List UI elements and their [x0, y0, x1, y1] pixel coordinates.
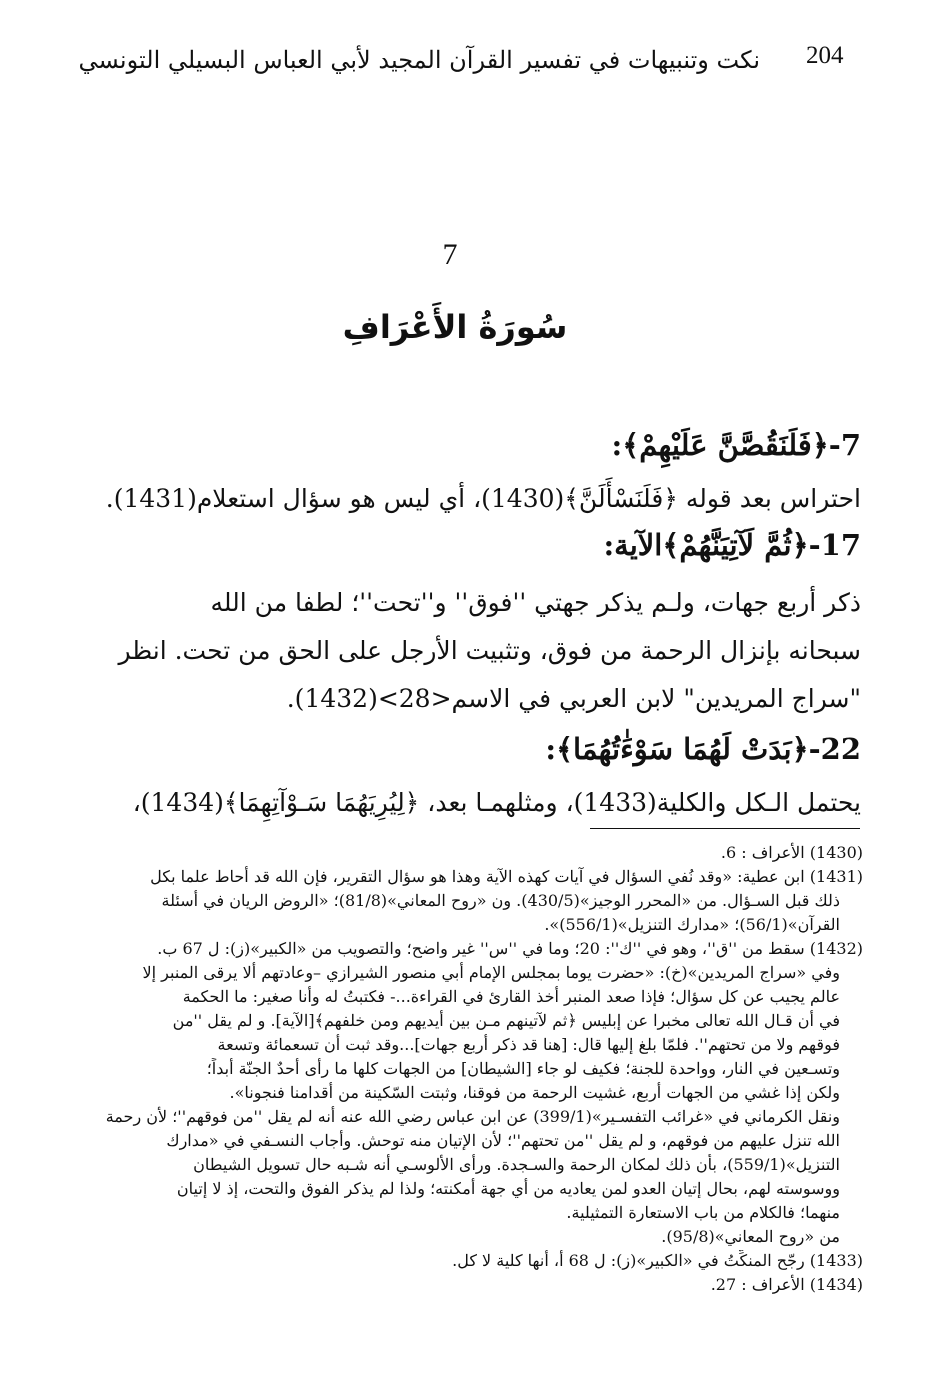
footnote-line: التنزيل»(559/1)، بأن ذلك لمكان الرحمة والسـجدة. ورأى الألوسـي أنه شـبه حال تسويل الشيطان	[193, 1155, 840, 1174]
footnote-line: عالم يجيب عن كل سؤال؛ فإذا صعد المنبر أخذ القارئ في القراءة...- فكتبتُ له وأنا صغير: ما الحكمة	[182, 987, 840, 1006]
verse-heading-17: 17-﴿ثُمَّ لَآتِيَنَّهُمْ﴾الآية:	[603, 528, 861, 562]
footnote-line: وتسـعين في النار، وواحدة للجنة؛ فكيف لو جاء [الشيطان] من الجهات كلها ما رأى أحدٌ الجنّة أبداً؛	[206, 1059, 840, 1078]
commentary-line: سبحانه بإنزال الرحمة من فوق، وتثبيت الأرجل على الحق من تحت. انظر	[118, 636, 861, 665]
footnote-line: الله تنزل عليهم من فوقهم، و لم يقل ''من تحتهم''؛ لأن الإتيان منه توحش. وأجاب النسـفي في «مدارك	[166, 1131, 840, 1150]
chapter-number: 7	[442, 238, 458, 271]
footnote-line: ونقل الكرماني في «غرائب التفسـير»(399/1) عن ابن عباس رضي الله عنه أنه لم يقل ''من فوقهم''؛ لأن رحمة	[105, 1107, 840, 1126]
page-number: 204	[806, 42, 844, 69]
running-header-title: نكت وتنبيهات في تفسير القرآن المجيد لأبي العباس البسيلي التونسي	[78, 46, 760, 74]
commentary-line: احتراس بعد قوله ﴿فَلَنَسْأَلَنَّ﴾(1430)، أي ليس هو سؤال استعلام(1431).	[105, 484, 861, 513]
footnote-divider	[590, 828, 860, 829]
footnote-line: وفي «سراج المريدين»(خ): «حضرت يوما بمجلس الإمام أبي منصور الشيرازي –وعادتهم ألا يرقى المنبر إلا	[142, 963, 840, 982]
footnote-line: ووسوسته لهم، بحال إتيان العدو لمن يعاديه من أي جهة أمكنته؛ ولذا لم يذكر الفوق والتحت، إذ لا إتيان	[176, 1179, 840, 1198]
footnote-line: من «روح المعاني»(95/8).	[661, 1227, 840, 1246]
verse-heading-22: 22-﴿بَدَتْ لَهُمَا سَوْءَٰتُهُمَا﴾:	[545, 732, 861, 766]
commentary-line: "سراج المريدين" لابن العربي في الاسم<28>(1432).	[286, 684, 861, 713]
footnote-line: ذلك قبل السـؤال. من «المحرر الوجيز»(430/5). ون «روح المعاني»(81/8)؛ «الروض الريان في أسئلة	[161, 891, 840, 910]
surah-title: سُورَةُ الأَعْرَافِ	[342, 308, 568, 346]
footnote-1433: (1433) رجّح المنكِّتُ في «الكبير»(ز): ل 68 أ، أنها كلية لا كل.	[452, 1251, 863, 1270]
commentary-line: يحتمل الـكل والكلية(1433)، ومثلهمـا بعد، ﴿لِيُرِيَهُمَا سَـوْآتِهِمَا﴾(1434)،	[132, 788, 861, 817]
footnote-line: منهما؛ فالكلام من باب الاستعارة التمثيلية.	[566, 1203, 840, 1222]
commentary-line: ذكر أربع جهات، ولـم يذكر جهتي ''فوق'' و''تحت''؛ لطفا من الله	[210, 588, 861, 617]
footnote-1430: (1430) الأعراف : 6.	[720, 843, 863, 862]
footnote-line: ولكن إذا غشي من الجهات أربع، غشيت الرحمة من فوقنا، وثبتت السّكينة من أقدامنا فنجونا».	[229, 1083, 840, 1102]
footnote-line: القرآن»(56/1)؛ «مدارك التنزيل»(556/1)».	[544, 915, 840, 934]
footnote-line: في أن قـال الله تعالى مخبرا عن إبليس ﴿ثم لآتينهم مـن بين أيديهم ومن خلفهم﴾[الآية]. و لم يقل ''من	[172, 1011, 840, 1030]
verse-heading-7: 7-﴿فَلَنَقُصَّنَّ عَلَيْهِمْ﴾:	[611, 428, 861, 462]
footnote-line: فوقهم ولا من تحتهم''. فلمّا بلغ إليها قال: [هنا قد ذكر أربع جهات]...وقد ثبت أن تسعمائة وتسعة	[217, 1035, 840, 1054]
footnote-1431: (1431) ابن عطية: «وقد نُفي السؤال في آيات كهذه الآية وهذا هو سؤال التقرير، فإن الله قد أحاط علما بكل	[150, 867, 863, 886]
footnote-1434: (1434) الأعراف : 27.	[710, 1275, 863, 1294]
footnote-1432: (1432) سقط من ''ق''، وهو في ''ك'': 20؛ وما في ''س'' غير واضح؛ والتصويب من «الكبير»(ز): ل 67 ب.	[157, 939, 863, 958]
